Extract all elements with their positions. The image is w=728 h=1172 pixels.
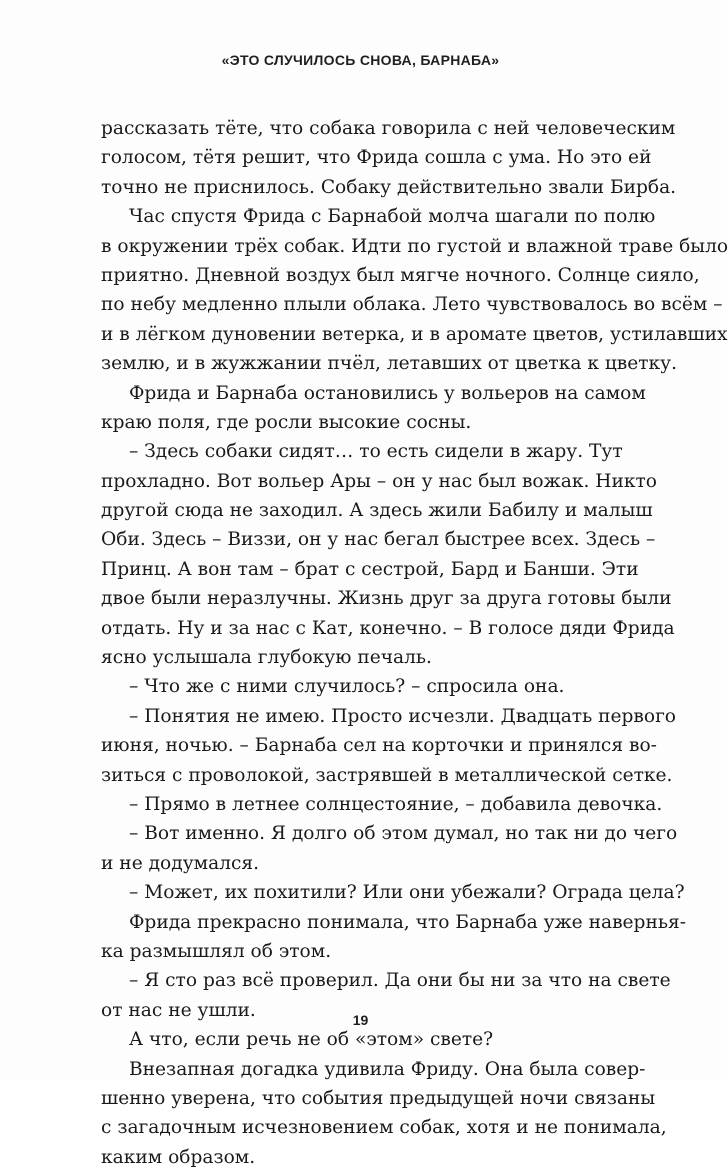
text-line: Фрида и Барнаба остановились у вольеров на самом <box>129 382 646 404</box>
text-line: с загадочным исчезновением собак, хотя и не понимала, <box>101 1117 667 1139</box>
text-line: другой сюда не заходил. А здесь жили Бабилу и малыш <box>101 500 653 522</box>
text-line: и в лёгком дуновении ветерка, и в аромате цветов, устилавших <box>101 323 728 345</box>
text-line: – Я сто раз всё проверил. Да они бы ни за что на свете <box>129 970 671 992</box>
text-line: и не додумался. <box>101 852 260 874</box>
text-line: Внезапная догадка удивила Фриду. Она была совер- <box>129 1058 646 1080</box>
text-line: – Прямо в летнее солнцестояние, – добавила девочка. <box>129 793 663 815</box>
text-line: ка размышлял об этом. <box>101 940 332 962</box>
text-line: зиться с проволокой, застрявшей в металлической сетке. <box>101 764 673 786</box>
text-line: Оби. Здесь – Виззи, он у нас бегал быстрее всех. Здесь – <box>101 529 656 551</box>
text-line: Фрида прекрасно понимала, что Барнаба уже навернья- <box>129 911 686 933</box>
running-head: «ЭТО СЛУЧИЛОСЬ СНОВА, БАРНАБА» <box>221 52 500 68</box>
text-line: – Здесь собаки сидят… то есть сидели в жару. Тут <box>129 441 623 463</box>
text-line: двое были неразлучны. Жизнь друг за друга готовы были <box>101 588 672 610</box>
text-line: – Что же с ними случилось? – спросила она. <box>129 676 565 698</box>
text-line: каким образом. <box>101 1146 256 1168</box>
text-line: краю поля, где росли высокие сосны. <box>101 411 472 433</box>
text-line: приятно. Дневной воздух был мягче ночного. Солнце сияло, <box>101 264 700 286</box>
text-line: от нас не ушли. <box>101 999 256 1021</box>
text-line: по небу медленно плыли облака. Лето чувствовалось во всём – <box>101 294 723 316</box>
text-line: рассказать тёте, что собака говорила с ней человеческим <box>101 118 676 139</box>
text-line: шенно уверена, что события предыдущей ночи связаны <box>101 1087 656 1109</box>
text-line: – Понятия не имею. Просто исчезли. Двадцать первого <box>129 705 676 727</box>
text-line: отдать. Ну и за нас с Кат, конечно. – В голосе дяди Фрида <box>101 617 675 639</box>
text-line: голосом, тётя решит, что Фрида сошла с ума. Но это ей <box>101 147 652 169</box>
text-line: июня, ночью. – Барнаба сел на корточки и принялся во- <box>101 735 657 757</box>
text-line: точно не приснилось. Собаку действительно звали Бирба. <box>101 176 677 198</box>
text-line: Час спустя Фрида с Барнабой молча шагали по полю <box>129 206 656 228</box>
text-line: землю, и в жужжании пчёл, летавших от цветка к цветку. <box>101 353 678 375</box>
text-line: прохладно. Вот вольер Ары – он у нас был вожак. Никто <box>101 470 657 492</box>
text-line: в окружении трёх собак. Идти по густой и влажной траве было <box>101 235 728 257</box>
page-number: 19 <box>352 1012 369 1028</box>
text-line: А что, если речь не об «этом» свете? <box>129 1029 494 1051</box>
text-line: – Вот именно. Я долго об этом думал, но так ни до чего <box>129 823 678 845</box>
text-line: – Может, их похитили? Или они убежали? Ограда цела? <box>129 882 685 904</box>
text-line: ясно услышала глубокую печаль. <box>101 647 432 669</box>
text-line: Принц. А вон там – брат с сестрой, Бард и Банши. Эти <box>101 558 639 580</box>
